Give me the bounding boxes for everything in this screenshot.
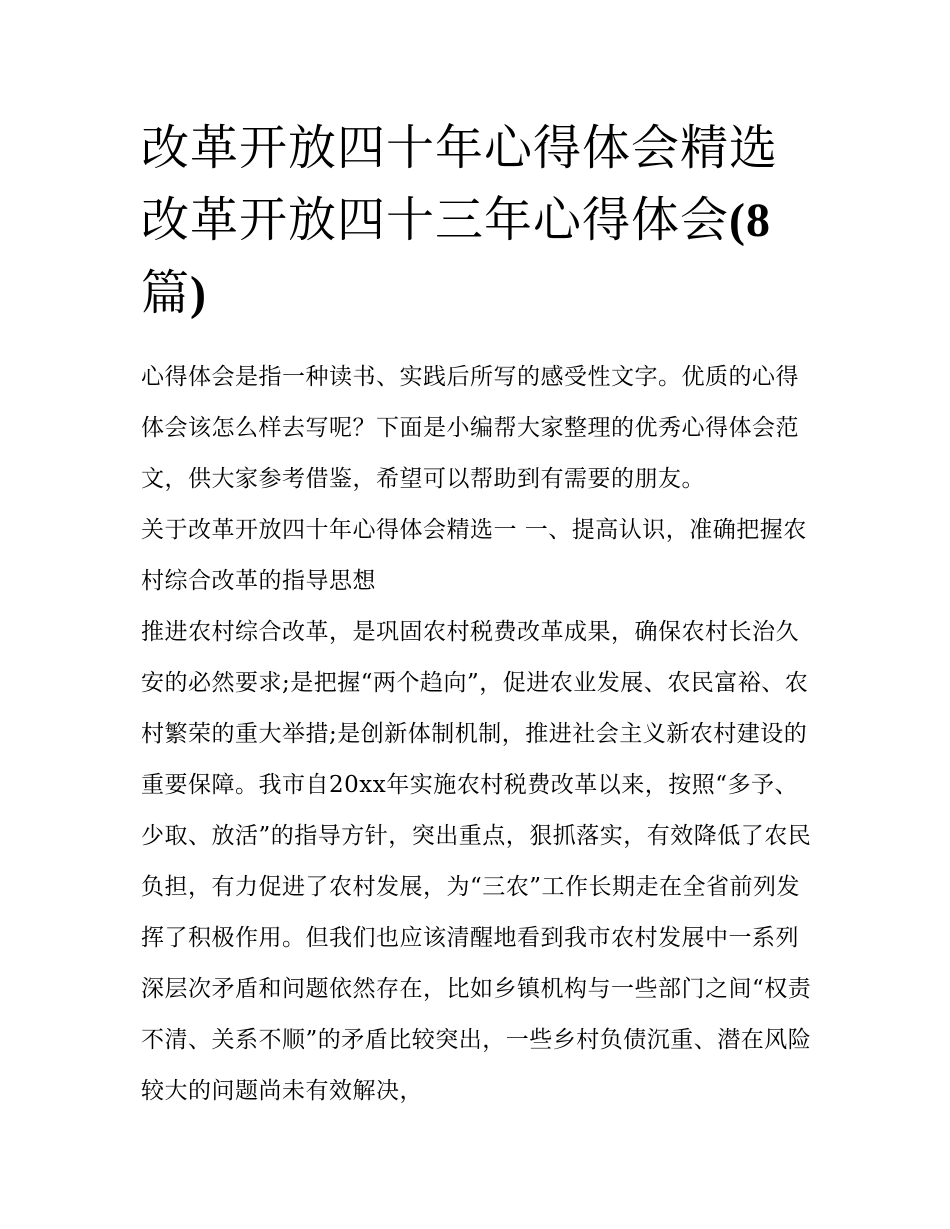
document-body <box>141 352 821 1117</box>
document-title <box>141 112 821 330</box>
title-tail: 篇 <box>141 265 191 321</box>
document-page <box>141 112 821 1117</box>
title-close: ) <box>190 267 207 320</box>
title-paren: (8 <box>729 194 771 247</box>
intro-paragraph: 心得体会是指一种读书、实践后所写的感受性文字。优质的心得体会该怎么样去写呢？下面是小编帮大家整理的优秀心得体会范文，供大家参考借鉴，希望可以帮助到有需要的朋友。 <box>141 364 799 492</box>
section-heading: 关于改革开放四十年心得体会精选一 一、提高认识，准确把握农村综合改革的指导思想 <box>141 517 807 594</box>
title-text: 改革开放四十年心得体会精选改革开放四十三年心得体会 <box>141 120 779 248</box>
body-paragraph: 推进农村综合改革，是巩固农村税费改革成果，确保农村长治久安的必然要求;是把握“两个趋向”，促进农业发展、农民富裕、农村繁荣的重大举措;是创新体制机制，推进社会主义新农村建设的重要保障。我市自20xx年实施农村税费改革以来，按照“多予、少取、放活”的指导方针，突出重点，狠抓落实，有效降低了农民负担，有力促进了农村发展，为“三农”工作长期走在全省前列发挥了积极作用。但我们也应该清醒地看到我市农村发展中一系列深层次矛盾和问题依然存在，比如乡镇机构与一些部门之间“权责不清、关系不顺”的矛盾比较突出，一些乡村负债沉重、潜在风险较大的问题尚未有效解决， <box>141 619 812 1104</box>
